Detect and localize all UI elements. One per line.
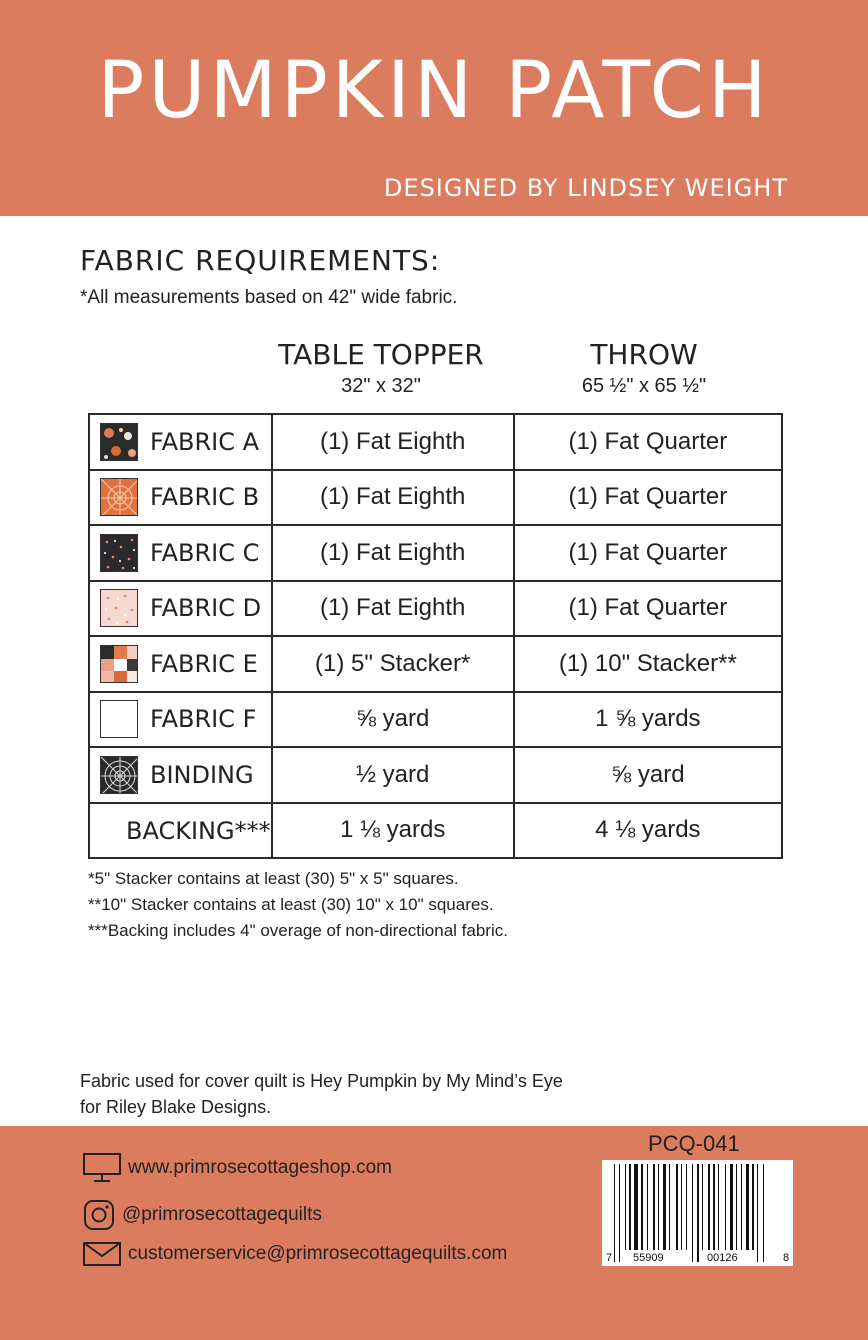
table-topper-amount: (1) Fat Eighth (272, 414, 514, 470)
throw-amount: (1) Fat Quarter (514, 581, 782, 637)
table-row (89, 470, 782, 526)
barcode-bar (697, 1164, 699, 1262)
barcode-bar (713, 1164, 715, 1250)
monitor-icon (82, 1152, 122, 1184)
table-topper-amount: (1) 5" Stacker* (272, 636, 514, 692)
table-topper-amount: 1 ⅛ yards (272, 803, 514, 859)
fabric-name: BACKING*** (126, 816, 271, 845)
table-row (89, 581, 782, 637)
fabric-name: FABRIC E (150, 649, 258, 678)
barcode-digit: 55909 (633, 1252, 664, 1264)
barcode-bar (736, 1164, 737, 1250)
barcode-bar (669, 1164, 670, 1250)
table-row (89, 414, 782, 470)
barcode-digit: 7 (606, 1252, 613, 1264)
fabric-name: BINDING (150, 760, 254, 789)
column-name: THROW (590, 338, 698, 371)
barcode-bar (647, 1164, 648, 1250)
throw-amount: 1 ⅝ yards (514, 692, 782, 748)
fabric-b-swatch-icon (100, 478, 138, 516)
barcode-bar (692, 1164, 693, 1262)
table-topper-amount: (1) Fat Eighth (272, 581, 514, 637)
throw-amount: 4 ⅛ yards (514, 803, 782, 859)
throw-amount: ⅝ yard (514, 747, 782, 803)
barcode-bar (663, 1164, 666, 1250)
barcode-bar (763, 1164, 764, 1262)
fabric-c-swatch-icon (100, 534, 138, 572)
barcode-bar (634, 1164, 638, 1250)
column-size: 65 ½" x 65 ½" (581, 375, 707, 397)
barcode-bar (752, 1164, 754, 1250)
website-link[interactable]: www.primrosecottageshop.com (128, 1157, 392, 1178)
instagram-contact[interactable] (82, 1198, 322, 1232)
barcode-bar (746, 1164, 749, 1250)
table-topper-amount: (1) Fat Eighth (272, 470, 514, 526)
row-label (89, 636, 272, 692)
barcode-bar (741, 1164, 742, 1250)
table-row (89, 803, 782, 859)
product-code: PCQ-041 (648, 1131, 740, 1156)
footnote: **10" Stacker contains at least (30) 10" x 10" squares. (88, 895, 494, 914)
designer-credit: DESIGNED BY LINDSEY WEIGHT (383, 174, 788, 202)
footnotes (88, 866, 508, 944)
barcode-digit: 8 (783, 1252, 790, 1264)
pattern-title: PUMPKIN PATCH (97, 46, 771, 136)
barcode-bar (708, 1164, 710, 1250)
row-label (89, 414, 272, 470)
throw-amount: (1) 10" Stacker** (514, 636, 782, 692)
barcode-bar (681, 1164, 682, 1250)
table-row (89, 747, 782, 803)
binding-swatch-icon (100, 756, 138, 794)
barcode-bar (730, 1164, 733, 1250)
instagram-handle[interactable]: @primrosecottagequilts (122, 1204, 322, 1225)
instagram-icon (82, 1198, 116, 1232)
fabric-name: FABRIC C (150, 538, 260, 567)
fabric-a-swatch-icon (100, 423, 138, 461)
fabric-e-swatch-icon (100, 645, 138, 683)
barcode-numbers (602, 1250, 793, 1264)
measurement-note: *All measurements based on 42" wide fabric. (80, 287, 458, 308)
fabric-name: FABRIC D (150, 594, 262, 623)
requirements-heading: FABRIC REQUIREMENTS: (80, 244, 441, 277)
column-size: 32" x 32" (341, 375, 421, 397)
fabric-f-swatch-icon (100, 700, 138, 738)
fabric-credit (80, 1068, 680, 1120)
table-row (89, 525, 782, 581)
table-topper-amount: ⅝ yard (272, 692, 514, 748)
barcode-bar (702, 1164, 703, 1250)
fabric-name: FABRIC B (150, 483, 260, 512)
barcode-bar (653, 1164, 655, 1250)
row-label (89, 525, 272, 581)
table-topper-amount: ½ yard (272, 747, 514, 803)
table-row (89, 636, 782, 692)
barcode-bar (625, 1164, 626, 1250)
fabric-name: FABRIC A (150, 427, 260, 456)
column-name: TABLE TOPPER (278, 338, 484, 371)
row-label (89, 803, 272, 859)
fabric-d-swatch-icon (100, 589, 138, 627)
throw-amount: (1) Fat Quarter (514, 414, 782, 470)
table-row (89, 692, 782, 748)
credit-line: for Riley Blake Designs. (80, 1097, 272, 1117)
barcode-bar (629, 1164, 631, 1250)
row-label (89, 747, 272, 803)
row-label (89, 692, 272, 748)
barcode-digit: 00126 (707, 1252, 738, 1264)
throw-amount: (1) Fat Quarter (514, 470, 782, 526)
barcode-bar (725, 1164, 726, 1250)
website-contact[interactable] (82, 1152, 392, 1184)
barcode-bar (757, 1164, 758, 1262)
barcode (602, 1160, 793, 1266)
barcode-bar (676, 1164, 678, 1250)
barcode-bar (658, 1164, 659, 1250)
envelope-icon (82, 1240, 122, 1268)
email-link[interactable]: customerservice@primrosecottagequilts.com (128, 1243, 508, 1264)
table-topper-amount: (1) Fat Eighth (272, 525, 514, 581)
barcode-bar (718, 1164, 719, 1250)
barcode-bar (614, 1164, 615, 1262)
column-header-table-topper (256, 338, 506, 398)
barcode-bar (641, 1164, 643, 1250)
column-header-throw (506, 338, 782, 398)
email-contact[interactable] (82, 1240, 507, 1268)
requirements-table (88, 413, 783, 859)
row-label (89, 581, 272, 637)
barcode-bar (686, 1164, 687, 1250)
credit-line: Fabric used for cover quilt is Hey Pumpkin by My Mind’s Eye (80, 1071, 563, 1091)
footnote: *5" Stacker contains at least (30) 5" x 5" squares. (88, 869, 459, 888)
barcode-bar (619, 1164, 620, 1262)
fabric-name: FABRIC F (150, 705, 257, 734)
footnote: ***Backing includes 4" overage of non-directional fabric. (88, 921, 508, 940)
row-label (89, 470, 272, 526)
header-banner (0, 0, 868, 216)
throw-amount: (1) Fat Quarter (514, 525, 782, 581)
